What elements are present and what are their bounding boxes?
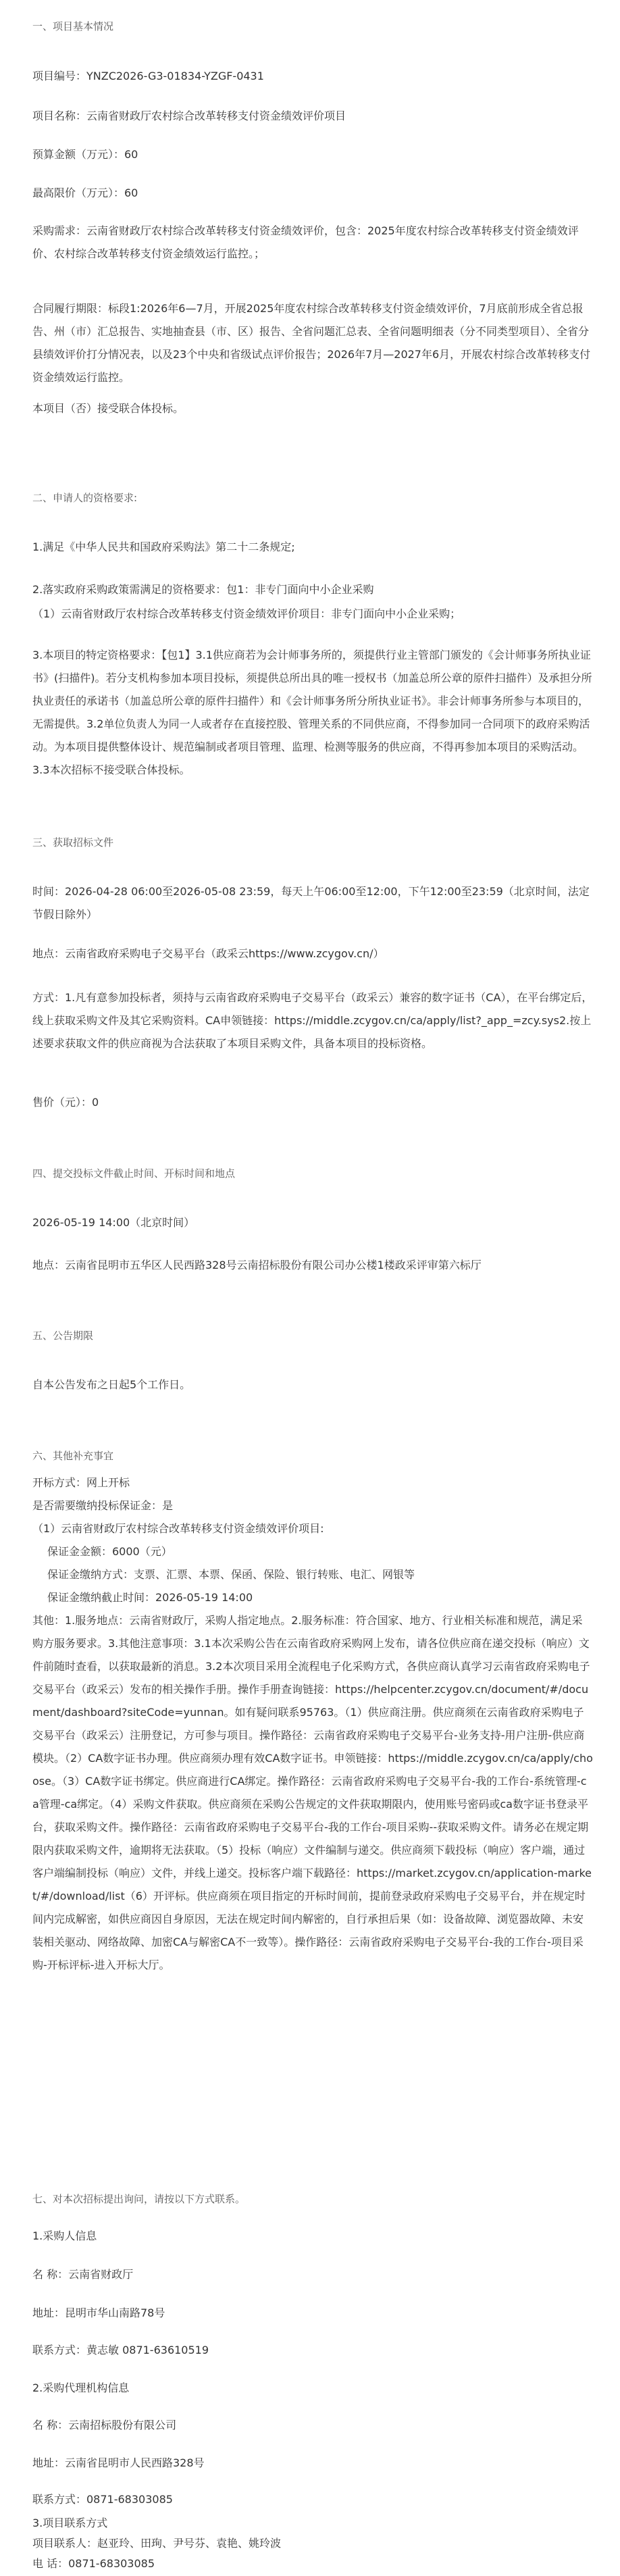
deposit-required: 是否需要缴纳投标保证金：是 — [32, 1499, 174, 1512]
project-contact-people: 项目联系人：赵亚玲、田珣、尹号芬、袁艳、姚玲波 — [32, 2537, 282, 2550]
section-4-title: 四、提交投标文件截止时间、开标时间和地点 — [32, 1167, 236, 1180]
agency-contact: 联系方式：0871-68303085 — [32, 2493, 173, 2506]
section-6-title: 六、其他补充事宜 — [32, 1450, 114, 1462]
project-contact-title: 3.项目联系方式 — [32, 2517, 108, 2529]
agency-address: 地址：云南省昆明市人民西路328号 — [32, 2456, 205, 2469]
procurement-requirement: 采购需求：云南省财政厅农村综合改革转移支付资金绩效评价，包含：2025年度农村综合改革转移支付资金绩效评价、农村综合改革转移支付资金绩效运行监控。； — [32, 224, 579, 260]
section-1-title: 一、项目基本情况 — [32, 20, 114, 32]
deposit-amount: 保证金金额：6000（元） — [47, 1545, 172, 1558]
contract-period: 合同履行期限：标段1:2026年6—7月，开展2025年度农村综合改革转移支付资金绩效评价，7月底前形成全省总报告、州（市）汇总报告、实地抽查县（市、区）报告、全省问题汇总表、全省问题明细表（分不同类型项目）、全省分县绩效评价打分情况表，以及23个中央和省级试点评价报告；2026年7月—2027年6月，开展农村综合改革转移支付资金绩效运行监控。 — [32, 302, 591, 384]
document-method: 方式：1.凡有意参加投标者，须持与云南省政府采购电子交易平台（政采云）兼容的数字证书（CA），在平台绑定后，线上获取采购文件及其它采购资料。CA申领链接：https://middle.zcygov.cn/ca/apply/list?_app_=zcy.sys2.按上述要求获取文件的供应商视为合法获取了本项目采购文件，具备本项目的投标资格。 — [32, 991, 593, 1050]
opening-method: 开标方式：网上开标 — [32, 1476, 130, 1489]
purchaser-contact: 联系方式：黄志敏 0871-63610519 — [32, 2344, 209, 2356]
section-3-title: 三、获取招标文件 — [32, 836, 114, 849]
qualification-3: 3.本项目的特定资格要求：【包1】3.1供应商若为会计师事务所的，须提供行业主管部门颁发的《会计师事务所执业证书》(扫描件)。若分支机构参加本项目投标，须提供总所出具的唯一授权书（加盖总所公章的原件扫描件）及承担分所执业责任的承诺书（加盖总所公章的原件扫描件）和《会计师事务所分所执业证书》。非会计师事务所参与本项目的，无需提供。3.2单位负责人为同一人或者存在直接控股、管理关系的不同供应商，不得参加同一合同项下的政府采购活动。为本项目提供整体设计、规范编制或者项目管理、监理、检测等服务的供应商，不得再参加本项目的采购活动。3.3本次招标不接受联合体投标。 — [32, 649, 592, 776]
document-price: 售价（元）：0 — [32, 1096, 99, 1109]
bid-place: 地点：云南省昆明市五华区人民西路328号云南招标股份有限公司办公楼1楼政采评审第六标厅 — [32, 1259, 482, 1271]
project-contact-phone: 电 话：0871-68303085 — [32, 2557, 155, 2570]
purchaser-name: 名 称：云南省财政厅 — [32, 2268, 134, 2281]
qualification-1: 1.满足《中华人民共和国政府采购法》第二十二条规定; — [32, 540, 295, 553]
other-matters: 其他：1.服务地点：云南省财政厅，采购人指定地点。2.服务标准：符合国家、地方、行业相关标准和规范，满足采购方服务要求。3.其他注意事项：3.1本次采购公告在云南省政府采购网上发布，请各位供应商在递交投标（响应）文件前随时查看，以获取最新的消息。3.2本次项目采用全流程电子化采购方式，各供应商认真学习云南省政府采购电子交易平台（政采云）发布的相关操作手册。操作手册查询链接：https://helpcenter.zcygov.cn/document/#/document/dashboard?siteCode=yunnan。如有疑问联系95763。（1）供应商注册。供应商须在云南省政府采购电子交易平台（政采云）注册登记，方可参与项目。操作路径：云南省政府采购电子交易平台-业务支持-用户注册-供应商模块。（2）CA数字证书办理。供应商须办理有效CA数字证书。申领链接：https://middle.zcygov.cn/ca/apply/choose。（3）CA数字证书绑定。供应商进行CA绑定。操作路径：云南省政府采购电子交易平台-我的工作台-系统管理-ca管理-ca绑定。（4）采购文件获取。供应商须在采购公告规定的文件获取期限内，使用账号密码或ca数字证书登录平台，获取采购文件。操作路径：云南省政府采购电子交易平台-我的工作台-项目采购--获取采购文件。请务必在规定期限内获取采购文件，逾期将无法获取。（5）投标（响应）文件编制与递交。供应商须下载投标（响应）客户端，通过客户端编制投标（响应）文件，并线上递交。投标客户端下载路径：https://market.zcygov.cn/application-market/#/download/list（6）开评标。供应商须在项目指定的开标时间前，提前登录政府采购电子交易平台，并在规定时间内完成解密，如供应商因自身原因，无法在规定时间内解密的，自行承担后果（如：设备故障、浏览器故障、未安装相关驱动、网络故障、加密CA与解密CA不一致等）。操作路径：云南省政府采购电子交易平台-我的工作台-项目采购-开标评标-进入开标大厅。 — [32, 1614, 593, 1971]
budget-amount: 预算金额（万元）：60 — [32, 148, 138, 161]
max-price: 最高限价（万元）：60 — [32, 186, 138, 199]
deposit-deadline: 保证金缴纳截止时间：2026-05-19 14:00 — [47, 1591, 253, 1604]
bid-deadline: 2026-05-19 14:00（北京时间） — [32, 1216, 195, 1229]
purchaser-address: 地址：昆明市华山南路78号 — [32, 2306, 165, 2319]
document-place: 地点：云南省政府采购电子交易平台（政采云https://www.zcygov.cn/） — [32, 947, 384, 960]
section-5-title: 五、公告期限 — [32, 1330, 94, 1342]
purchaser-info-title: 1.采购人信息 — [32, 2229, 97, 2242]
project-number: 项目编号：YNZC2026-G3-01834-YZGF-0431 — [32, 70, 264, 82]
section-7-title: 七、对本次招标提出询问，请按以下方式联系。 — [32, 2193, 246, 2205]
project-name: 项目名称：云南省财政厅农村综合改革转移支付资金绩效评价项目 — [32, 109, 346, 122]
document-time: 时间：2026-04-28 06:00至2026-05-08 23:59，每天上午06:00至12:00，下午12:00至23:59（北京时间，法定节假日除外） — [32, 885, 590, 921]
consortium-note: 本项目（否）接受联合体投标。 — [32, 402, 184, 415]
deposit-project: （1）云南省财政厅农村综合改革转移支付资金绩效评价项目: — [32, 1522, 324, 1535]
notice-period: 自本公告发布之日起5个工作日。 — [32, 1378, 191, 1391]
qualification-2-detail: （1）云南省财政厅农村综合改革转移支付资金绩效评价项目：非专门面向中小企业采购； — [32, 607, 461, 620]
agency-info-title: 2.采购代理机构信息 — [32, 2381, 130, 2394]
section-2-title: 二、申请人的资格要求: — [32, 492, 138, 504]
agency-name: 名 称：云南招标股份有限公司 — [32, 2419, 177, 2431]
deposit-payment-method: 保证金缴纳方式：支票、汇票、本票、保函、保险、银行转账、电汇、网银等 — [47, 1568, 415, 1581]
qualification-2: 2.落实政府采购政策需满足的资格要求：包1：非专门面向中小企业采购 — [32, 583, 374, 596]
